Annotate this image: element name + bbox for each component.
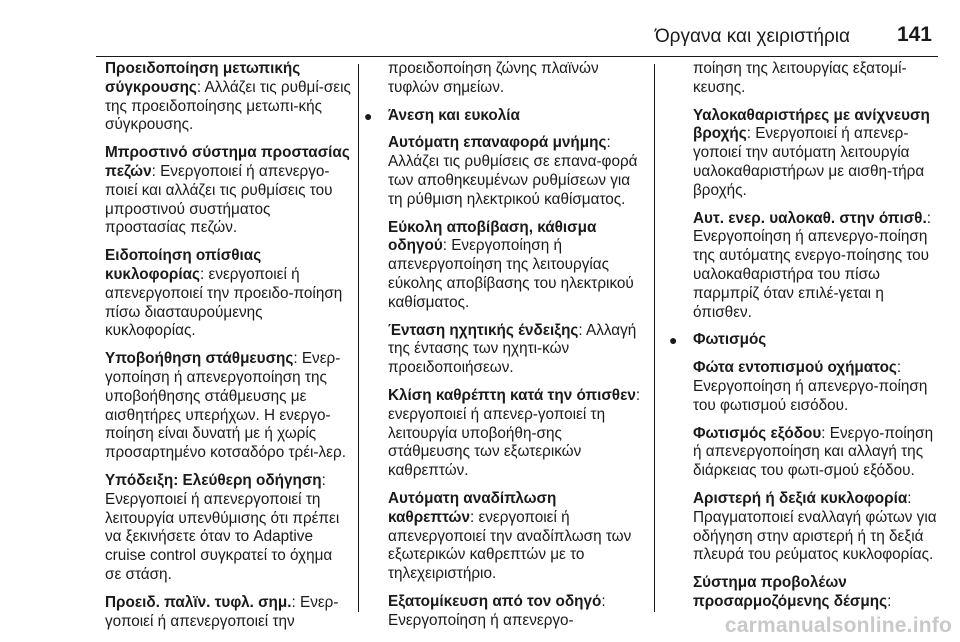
setting-title: Προειδ. παλϊν. τυφλ. σημ. (105, 593, 292, 611)
section-heading (669, 331, 943, 350)
header-divider (96, 56, 938, 57)
setting-description: Ενεργοποιεί ή απενεργοποιεί τη λειτουργία υπενθύμισης ότι πρέπει να ξεκινήσετε όταν το Adaptive cruise control συγκρατεί το όχημα σε στάση. (105, 490, 340, 583)
setting-separator: : (907, 489, 912, 507)
setting-entry (693, 107, 943, 201)
setting-title: Αυτ. ενερ. υαλοκαθ. στην όπισθ. (693, 209, 927, 227)
column-divider-2 (654, 64, 655, 612)
setting-description: Ενεργοποίηση ή απενεργοποίηση της λειτουργίας εύκολης αποβίβασης του ηλεκτρικού καθίσματος. (388, 237, 634, 311)
setting-separator: : (578, 321, 587, 339)
bullet-icon: ● (669, 332, 678, 349)
setting-entry (105, 144, 351, 238)
setting-separator: : (896, 359, 902, 377)
setting-description: Ενεργο‐ποίηση ή απενεργοποίηση και αλλαγή της διάρκειας του φωτι‐σμού εξόδου. (693, 424, 934, 480)
setting-separator: : (887, 592, 892, 610)
section-heading-label: Άνεση και ευκολία (388, 106, 520, 124)
setting-description: ενεργοποιεί ή απενεργοποιεί την αναδίπλωση των εξωτερικών καθρεπτών με το τηλεχειριστήριο. (388, 508, 632, 583)
setting-description: ενεργοποιεί ή απενεργοποιεί την προειδο‐ποίηση πίσω διασταυρούμενης κυκλοφορίας. (105, 265, 343, 340)
setting-description: Ενερ‐γοποίηση ή απενεργοποίηση της υποβοήθησης στάθμευσης με αισθητήρες υπερήχων. Η ενεργο‐ποίηση είναι δυνατή με ή χωρίς προσαρτημένο κοτσαδόρο τρέι‐λερ. (105, 350, 346, 462)
setting-description: Ενεργοποίηση ή απενεργο‐ (388, 611, 574, 629)
setting-description: Ενεργοποιεί ή απενερ‐γοποιεί την αυτόματη λειτουργία υαλοκαθαριστήρων με αισθη‐τήρα βροχής. (693, 125, 925, 199)
setting-description: Αλλάζει τις ρυθμίσεις σε επανα‐φορά των αποθηκευμένων ρυθμίσεων για τη ρύθμιση ηλεκτρικού καθίσματος. (388, 153, 638, 208)
setting-entry (693, 490, 943, 565)
column-1 (105, 60, 351, 640)
setting-separator: : (746, 125, 756, 143)
setting-separator: : (821, 424, 830, 442)
setting-title: Σύστημα προβολέων προσαρμοζόμενης δέσμης (693, 574, 888, 610)
setting-description: Ενεργοποίηση ή απενεργο‐ποίηση της αυτόματης ενεργο‐ποίησης του υαλοκαθαριστήρα του πίσω παρμπρίζ όταν επιλέ‐γεται η όπισθεν. (693, 228, 930, 321)
setting-separator: : (926, 209, 931, 227)
setting-description: Πραγματοποιεί εναλλαγή φώτων για οδήγηση στην αριστερή ή τη δεξιά πλευρά του ρεύματος κυκλοφορίας. (693, 508, 937, 564)
setting-separator: : (291, 593, 301, 611)
setting-title: Εξατομίκευση από τον οδηγό (388, 592, 602, 610)
setting-title: Υποβοήθηση στάθμευσης (105, 350, 294, 368)
setting-separator: : (200, 265, 209, 283)
setting-separator: : (442, 237, 452, 255)
bullet-icon: ● (364, 107, 373, 124)
setting-entry (388, 134, 646, 209)
column-2 (364, 60, 646, 640)
column-3 (669, 60, 943, 621)
setting-description: Ενεργοποιεί ή απενεργο‐ποιεί και αλλάζει τις ρυθμίσεις του μπροστινού συστήματος προστασίας πεζών. (105, 162, 333, 237)
setting-description: ενεργοποιεί ή απενερ‐γοποιεί τη λειτουργία υποβοήθη‐σης στάθμευσης των εξωτερικών καθρεπτών. (388, 405, 606, 480)
setting-entry (388, 593, 646, 631)
setting-title: Προειδοποίηση μετωπικής σύγκρουσης (105, 60, 301, 96)
setting-description: Αλλαγή της έντασης των ηχητι‐κών προειδοποιήσεων. (388, 321, 637, 377)
setting-separator: : (196, 78, 205, 96)
chapter-title: Όργανα και χειριστήρια (654, 26, 850, 47)
setting-title: Αυτόματη αναδίπλωση καθρεπτών (388, 489, 557, 526)
setting-entry (693, 210, 943, 323)
setting-title: Μπροστινό σύστημα προστασίας πεζών (105, 144, 350, 180)
section-heading (364, 106, 646, 126)
setting-title: Φωτισμός εξόδου (693, 424, 822, 442)
setting-description: Ενεργοποίηση ή απενεργο‐ποίηση του φωτισμού εισόδου. (693, 377, 928, 414)
setting-entry (693, 359, 943, 415)
setting-entry (105, 594, 351, 632)
setting-entry (388, 490, 646, 584)
continued-text: προειδοποίηση ζώνης πλαϊνών τυφλών σημείων. (388, 60, 599, 96)
setting-description: Αλλάζει τις ρυθμί‐σεις της προειδοποίησης μετωπι‐κής σύγκρουσης. (105, 78, 351, 134)
setting-separator: : (321, 471, 326, 489)
setting-title: Φώτα εντοπισμού οχήματος (693, 359, 897, 377)
setting-title: Ειδοποίηση οπίσθιας κυκλοφορίας (105, 247, 262, 283)
continued-text: ποίηση της λειτουργίας εξατομί‐κευσης. (693, 60, 907, 96)
setting-title: Υαλοκαθαριστήρες με ανίχνευση βροχής (693, 106, 930, 143)
setting-separator: : (469, 508, 479, 526)
setting-title: Αυτόματη επαναφορά μνήμης (388, 134, 607, 152)
setting-entry (388, 387, 646, 481)
page-header (0, 0, 960, 56)
setting-title: Εύκολη αποβίβαση, κάθισμα οδηγού (388, 218, 597, 255)
setting-separator: : (606, 134, 611, 152)
setting-entry (388, 219, 646, 313)
setting-title: Κλίση καθρέπτη κατά την όπισθεν (388, 386, 636, 404)
setting-entry (105, 60, 351, 135)
setting-separator: : (151, 162, 161, 180)
setting-description: Ενερ‐γοποιεί ή απενεργοποιεί την (105, 593, 339, 630)
setting-separator: : (601, 592, 606, 610)
setting-title: Αριστερή ή δεξιά κυκλοφορία (693, 489, 908, 507)
setting-entry (388, 322, 646, 378)
setting-entry (105, 472, 351, 585)
setting-title: Ένταση ηχητικής ένδειξης (388, 321, 579, 339)
column-divider-1 (358, 64, 359, 612)
setting-entry (693, 425, 943, 481)
setting-separator: : (293, 350, 302, 368)
setting-entry (105, 350, 351, 463)
watermark: carmanualsonline.info (724, 614, 952, 637)
setting-separator: : (635, 386, 641, 404)
section-heading-label: Φωτισμός (693, 331, 767, 349)
setting-entry (105, 247, 351, 341)
page-number: 141 (896, 23, 932, 46)
setting-title: Υπόδειξη: Ελεύθερη οδήγηση (105, 471, 322, 489)
setting-entry (693, 574, 943, 612)
